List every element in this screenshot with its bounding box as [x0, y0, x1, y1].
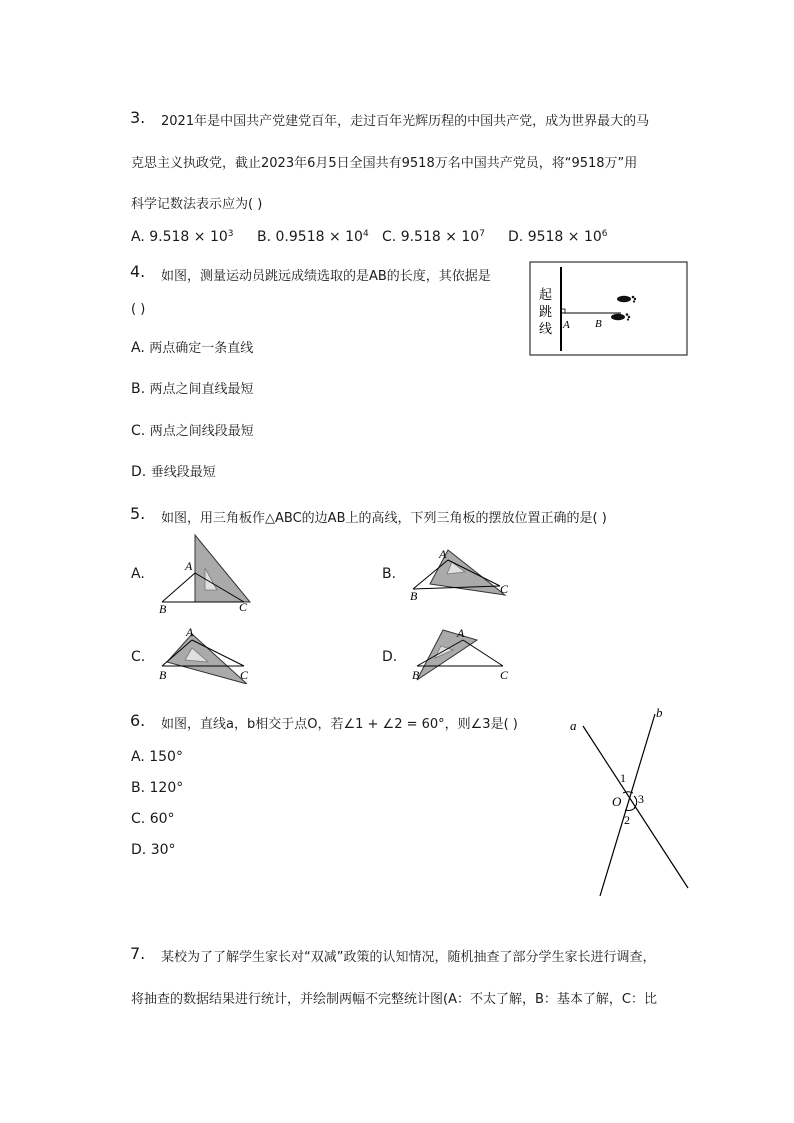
triangle-symbol: △ — [265, 511, 276, 526]
q6-number: 6. — [130, 711, 146, 730]
q4-line-2: ( ) — [131, 302, 146, 317]
q3-option-b-base: 0.9518 × 10 — [275, 229, 363, 245]
q4-figure — [529, 261, 689, 357]
q3-line-3: 科学记数法表示应为( ) — [131, 197, 263, 212]
label-char-3: 线 — [539, 321, 553, 336]
line-a-label: a — [570, 718, 577, 733]
q5a-point-b: B — [159, 602, 167, 615]
q3-option-b[interactable] — [257, 229, 369, 245]
q3-option-d-letter: D. — [508, 229, 524, 245]
q3-option-c-letter: C. — [382, 229, 397, 245]
q7-line-1: 某校为了了解学生家长对“双减”政策的认知情况，随机抽查了部分学生家长进行调查， — [161, 950, 656, 965]
q6-line-1: 如图，直线a，b相交于点O，若∠1 + ∠2 = 60°，则∠3是( ) — [161, 717, 518, 732]
point-b-label: B — [595, 318, 602, 330]
label-char-2: 跳 — [539, 304, 553, 319]
q4-option-d-text: 垂线段最短 — [150, 465, 216, 480]
q3-option-a-exp: 3 — [227, 229, 234, 239]
q6-option-a[interactable] — [131, 749, 183, 765]
q5-option-b-figure[interactable] — [405, 540, 520, 605]
q3-option-b-letter: B. — [257, 229, 272, 245]
q3-line-2: 克思主义执政党，截止2023年6月5日全国共有9518万名中国共产党员，将“9518万”用 — [131, 156, 638, 171]
q6-option-d-text: 30° — [150, 842, 176, 858]
q5b-point-b: B — [410, 589, 418, 603]
q4-option-b[interactable] — [131, 378, 254, 397]
q4-option-a-text: 两点确定一条直线 — [149, 341, 254, 356]
line-b — [600, 714, 655, 896]
q4-line-1: 如图，测量运动员跳远成绩选取的是AB的长度，其依据是 — [161, 269, 491, 284]
angle-3-label: 3 — [638, 792, 644, 806]
point-o-label: O — [612, 794, 622, 809]
q3-option-d-exp: 6 — [601, 229, 608, 239]
q3-option-a[interactable] — [131, 229, 234, 245]
point-a-label: A — [563, 319, 570, 331]
line-b-label: b — [656, 705, 663, 720]
q3-option-d[interactable] — [508, 229, 608, 245]
label-char-1: 起 — [539, 287, 553, 302]
q3-option-a-base: 9.518 × 10 — [149, 229, 228, 245]
q4-number: 4. — [130, 262, 146, 281]
q6-option-b-letter: B. — [131, 780, 146, 796]
q6-option-d[interactable] — [131, 842, 176, 858]
q6-option-c-text: 60° — [149, 811, 175, 827]
q3-option-c-base: 9.518 × 10 — [400, 229, 480, 245]
q5b-point-c: C — [500, 582, 509, 596]
q5d-point-b: B — [412, 668, 420, 682]
q3-option-c-exp: 7 — [479, 229, 485, 239]
q5c-point-a: A — [186, 625, 194, 639]
q5d-point-c: C — [500, 668, 509, 682]
q5c-point-c: C — [240, 668, 249, 682]
q6-figure — [565, 702, 695, 902]
q5b-point-a: A — [439, 547, 447, 561]
q3-option-b-exp: 4 — [362, 229, 369, 239]
q5-line-1b: ABC的边AB上的高线，下列三角板的摆放位置正确的是( ) — [275, 511, 607, 526]
q5-option-a-letter[interactable]: A. — [131, 566, 145, 582]
q7-number: 7. — [130, 944, 146, 963]
angle-1-arc — [623, 792, 633, 793]
q3-option-d-base: 9518 × 10 — [527, 229, 602, 245]
q5-option-c-letter[interactable]: C. — [131, 649, 146, 665]
q5d-point-a: A — [457, 626, 465, 640]
q5a-point-a: A — [185, 559, 193, 573]
q4-option-a[interactable] — [131, 337, 253, 356]
q4-option-c-letter: C. — [131, 423, 146, 439]
q3-option-c[interactable] — [382, 229, 485, 245]
q3-line-1: 2021年是中国共产党建党百年，走过百年光辉历程的中国共产党，成为世界最大的马 — [161, 114, 650, 129]
q4-option-d[interactable] — [131, 461, 216, 480]
q6-option-b[interactable] — [131, 780, 183, 796]
q3-option-a-letter: A. — [131, 229, 145, 245]
q6-option-c[interactable] — [131, 811, 175, 827]
q6-option-b-text: 120° — [149, 780, 184, 796]
q4-option-d-letter: D. — [131, 464, 147, 480]
q5-option-c-figure[interactable] — [152, 622, 262, 684]
q3-number: 3. — [130, 108, 146, 127]
q6-option-c-letter: C. — [131, 811, 146, 827]
q4-option-c-text: 两点之间线段最短 — [149, 424, 254, 439]
q4-option-b-text: 两点之间直线最短 — [149, 382, 254, 397]
q5a-point-c: C — [239, 600, 248, 614]
q5-option-a-figure[interactable] — [150, 530, 260, 615]
q4-option-c[interactable] — [131, 420, 254, 439]
q5-line-1 — [161, 507, 607, 526]
q5-option-b-letter[interactable]: B. — [382, 566, 397, 582]
q6-option-d-letter: D. — [131, 842, 147, 858]
angle-2-label: 2 — [624, 813, 630, 827]
q4-figure-frame — [530, 262, 687, 355]
q5c-point-b: B — [159, 668, 167, 682]
q5-line-1a: 如图，用三角板作 — [161, 511, 266, 526]
angle-1-label: 1 — [620, 771, 626, 785]
q5-number: 5. — [130, 504, 146, 523]
q5-option-d-letter[interactable]: D. — [382, 649, 398, 665]
q4-option-a-letter: A. — [131, 340, 145, 356]
q6-option-a-letter: A. — [131, 749, 145, 765]
q4-option-b-letter: B. — [131, 381, 146, 397]
q6-option-a-text: 150° — [149, 749, 183, 765]
q7-line-2: 将抽查的数据结果进行统计，并绘制两幅不完整统计图(A：不太了解，B：基本了解，C：比 — [131, 992, 657, 1007]
q5-option-d-figure[interactable] — [405, 622, 520, 684]
